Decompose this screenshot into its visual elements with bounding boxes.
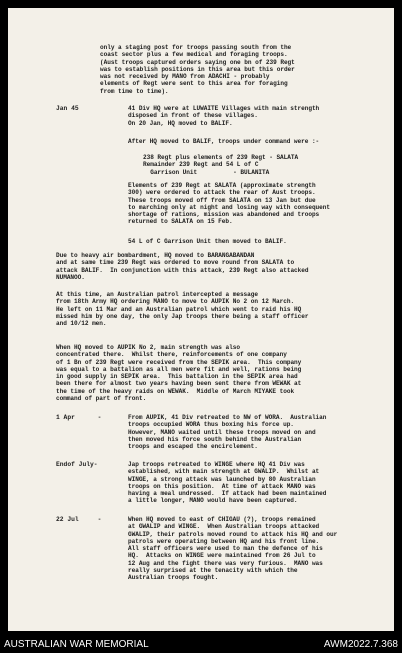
paragraph: When HQ moved to AUPIK No 2, main strength was also concentrated there. Whilst there, reinforcements of one company of 1 Bn of 239 Regt were received from the SEPIK area. This company was equal to a battalion as all men were fit and well, rations being in good supply in SEPIK area. This battalion in the SEPIK area had been there for almost two years having been sent there from WEWAK at the time of the heavy raids on WEWAK. Middle of March MIYAKE took command of part of front. xyxy=(56,344,302,403)
paragraph: When HQ moved to east of CHIGAU (?), troops remained at GWALIP and WINGE. When Australian troops attacked GWALIP, their patrols moved round to attack his HQ and our patrols were operating between HQ and his front line. All staff officers were used to man the defence of his HQ. Attacks on WINGE were maintained from 26 Jul to 12 Aug and the fight there was very furious. MANO was really surprised at the tenacity with which the Australian troops fought. xyxy=(128,516,338,582)
paragraph: Due to heavy air bombardment, HQ moved to BARANGABANDAN and at same time 239 Regt was ordered to move round from SALATA to attack BALIF. In conjunction with this attack, 239 Regt also attacked NUMANOO. xyxy=(56,252,309,281)
paragraph: 54 L of C Garrison Unit then moved to BALIF. xyxy=(128,238,287,245)
paragraph: 41 Div HQ were at LUWAITE Villages with main strength disposed in front of these villages. On 20 Jan, HQ moved to BALIF. xyxy=(128,105,320,127)
paragraph: From AUPIK, 41 Div retreated to NW of WORA. Australian troops occupied WORA thus boxing his force up. However, MANO waited until these troops moved on and then moved his force south behind the Australian troops and escaped the encirclement. xyxy=(128,414,327,451)
date-label: Endof July- xyxy=(56,461,98,468)
date-label: 22 Jul - xyxy=(56,516,102,523)
footer-accession-number: AWM2022.7.368 xyxy=(323,639,398,650)
date-label: 1 Apr - xyxy=(56,414,102,421)
paragraph: At this time, an Australian patrol intercepted a message from 18th Army HQ ordering MANO to move to AUPIK No 2 on 12 March. He left on 11 Mar and an Australian patrol which went to raid his HQ missed him by one day, the only Jap troops there being a staff officer and 10/12 men. xyxy=(56,291,309,328)
footer-institution: AUSTRALIAN WAR MEMORIAL xyxy=(4,639,149,650)
troop-list: 238 Regt plus elements of 239 Regt - SALATA Remainder 239 Regt and 54 L of C Garrison Unit - BULANITA xyxy=(143,154,299,176)
date-label: Jan 45 xyxy=(56,105,79,112)
document-page xyxy=(8,8,394,631)
paragraph: Jap troops retreated to WINGE where HQ 41 Div was established, with main strength at GWALIP. Whilst at WINGE, a strong attack was launched by 80 Australian troops on this position. At time of attack MANO was having a meal undressed. If attack had been maintained a little longer, MANO would have been captured. xyxy=(128,461,327,505)
paragraph: Elements of 239 Regt at SALATA (approximate strength 300) were ordered to attack the rear of Aust troops. These troops moved off from SALATA on 13 Jan but due to marching only at night and losing way with consequent shortage of rations, mission was abandoned and troops returned to SALATA on 15 Feb. xyxy=(128,182,330,226)
paragraph: only a staging post for troops passing south from the coast sector plus a few medical and foraging troops. (Aust troops captured orders saying one bn of 239 Regt was to establish positions in this area but this order was not received by MANO from ADACHI - probably elements of Regt were sent to this area for foraging from time to time). xyxy=(100,44,295,95)
paragraph: After HQ moved to BALIF, troops under command were :- xyxy=(128,138,320,145)
footer-bar xyxy=(0,636,402,653)
